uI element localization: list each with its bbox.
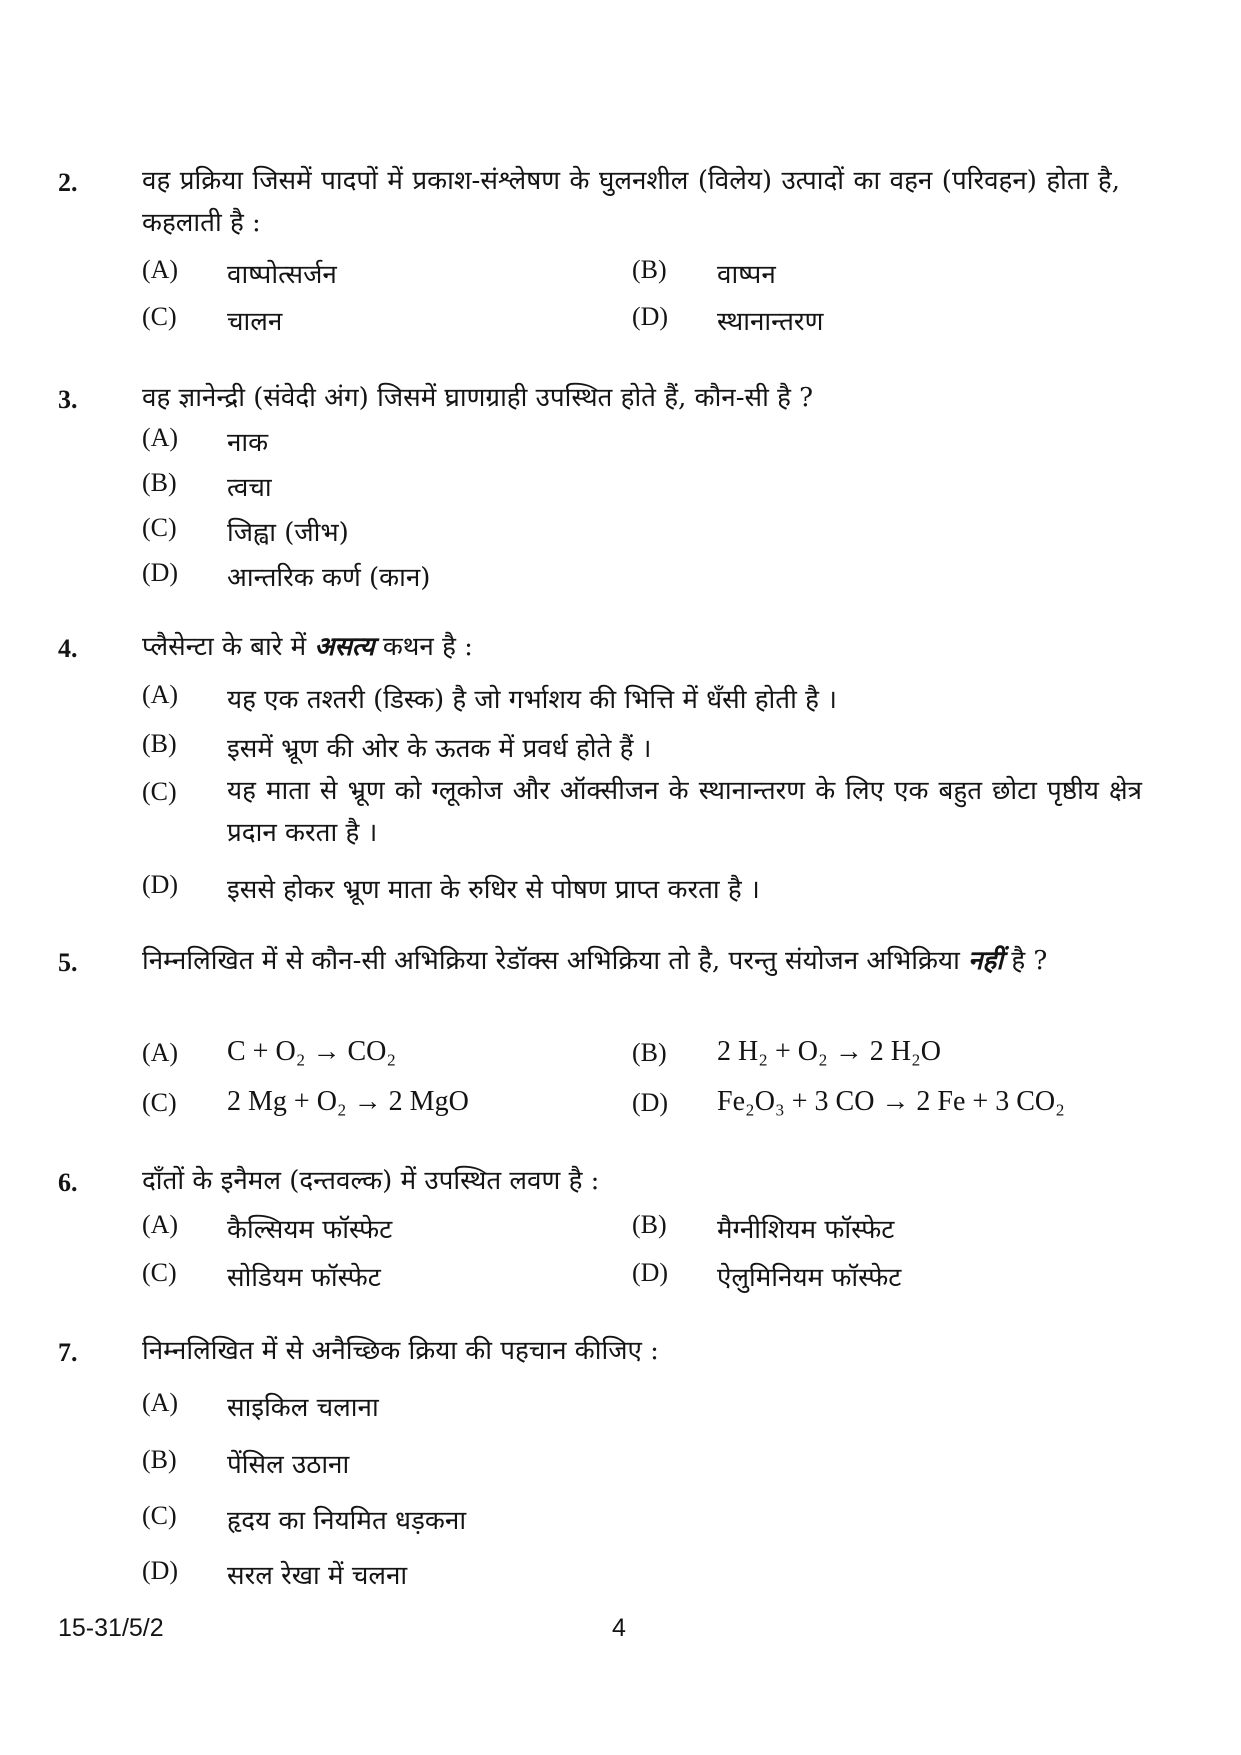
page-number: 4 [612, 1614, 626, 1642]
question-number: 7. [58, 1338, 78, 1367]
option-text [717, 1036, 941, 1068]
option-label: (C) [142, 777, 177, 806]
question-number: 4. [58, 634, 78, 663]
option-text: कैल्सियम फॉस्फेट [227, 1215, 393, 1245]
option-text: स्थानान्तरण [717, 307, 824, 337]
option-label: (D) [632, 302, 669, 331]
option-text: हृदय का नियमित धड़कना [227, 1506, 467, 1536]
option-label: (A) [142, 1038, 179, 1067]
option-text: यह माता से भ्रूण को ग्लूकोज और ऑक्सीजन के स्थानान्तरण के लिए एक बहुत छोटा पृष्ठीय क्षेत्र प्रदान करता है । [227, 776, 1142, 848]
option-label: (D) [142, 870, 179, 899]
question-number: 5. [58, 948, 78, 977]
option-label: (A) [142, 1388, 179, 1417]
question-text: निम्नलिखित में से अनैच्छिक क्रिया की पहचान कीजिए : [142, 1336, 659, 1366]
option-label: (B) [632, 255, 667, 284]
option-text: वाष्पोत्सर्जन [227, 260, 337, 290]
option-text: मैग्नीशियम फॉस्फेट [717, 1215, 895, 1245]
option-text: यह एक तश्तरी (डिस्क) है जो गर्भाशय की भित्ति में धँसी होती है । [227, 685, 838, 715]
negation-emphasis: असत्य [314, 632, 375, 662]
option-text: जिह्वा (जीभ) [227, 518, 349, 548]
option-label: (B) [142, 468, 177, 497]
option-text: सरल रेखा में चलना [227, 1561, 408, 1591]
option-text: त्वचा [227, 473, 272, 503]
reaction-equation: C + O₂ → CO₂ [227, 1036, 397, 1067]
question-number: 2. [58, 168, 78, 197]
question-text-after: कथन है : [382, 632, 473, 662]
option-label: (D) [632, 1258, 669, 1287]
option-text [227, 1036, 396, 1068]
option-label: (A) [142, 423, 179, 452]
reaction-equation: 2 H₂ + O₂ → 2 H₂O [717, 1036, 941, 1067]
question-number: 3. [58, 385, 78, 414]
option-label: (A) [142, 680, 179, 709]
question-text [142, 940, 1120, 982]
option-label: (C) [142, 513, 177, 542]
option-text: आन्तरिक कर्ण (कान) [227, 563, 431, 593]
option-text [717, 1086, 1065, 1118]
negation-emphasis: नहीं [968, 946, 1004, 976]
option-label: (C) [142, 1501, 177, 1530]
reaction-equation: Fe₂O₃ + 3 CO → 2 Fe + 3 CO₂ [717, 1086, 1065, 1117]
option-text [227, 1086, 469, 1118]
option-text: चालन [227, 307, 283, 337]
option-label: (D) [142, 1556, 179, 1585]
option-text: सोडियम फॉस्फेट [227, 1263, 381, 1293]
option-label: (B) [142, 729, 177, 758]
option-label: (C) [142, 302, 177, 331]
question-text [142, 626, 1120, 668]
option-text: साइकिल चलाना [227, 1393, 379, 1423]
paper-code: 15-31/5/2 [58, 1614, 164, 1642]
option-label: (C) [142, 1258, 177, 1287]
reaction-equation: 2 Mg + O₂ → 2 MgO [227, 1086, 469, 1117]
question-text-before: निम्नलिखित में से कौन-सी अभिक्रिया रेडॉक्स अभिक्रिया तो है, परन्तु संयोजन अभिक्रिया [142, 946, 960, 976]
question-text-before: प्लैसेन्टा के बारे में [142, 632, 307, 662]
question-text-after: है ? [1011, 946, 1048, 976]
option-text: पेंसिल उठाना [227, 1450, 350, 1480]
option-text: ऐलुमिनियम फॉस्फेट [717, 1263, 902, 1293]
question-text: दाँतों के इनैमल (दन्तवल्क) में उपस्थित लवण है : [142, 1166, 600, 1196]
option-text: इसमें भ्रूण की ओर के ऊतक में प्रवर्ध होते हैं । [227, 734, 652, 764]
question-text: वह ज्ञानेन्द्री (संवेदी अंग) जिसमें घ्राणग्राही उपस्थित होते हैं, कौन-सी है ? [142, 383, 814, 413]
option-label: (A) [142, 1210, 179, 1239]
option-text: इससे होकर भ्रूण माता के रुधिर से पोषण प्राप्त करता है । [227, 875, 760, 905]
option-text: वाष्पन [717, 260, 776, 290]
option-label: (C) [142, 1088, 177, 1117]
option-text: नाक [227, 428, 269, 458]
option-label: (D) [632, 1088, 669, 1117]
option-label: (A) [142, 255, 179, 284]
option-label: (D) [142, 558, 179, 587]
question-number: 6. [58, 1168, 78, 1197]
option-label: (B) [142, 1445, 177, 1474]
option-label: (B) [632, 1038, 667, 1067]
question-text: वह प्रक्रिया जिसमें पादपों में प्रकाश-संश्लेषण के घुलनशील (विलेय) उत्पादों का वहन (परिवहन) होता है, कहलाती है : [142, 166, 1120, 238]
option-label: (B) [632, 1210, 667, 1239]
